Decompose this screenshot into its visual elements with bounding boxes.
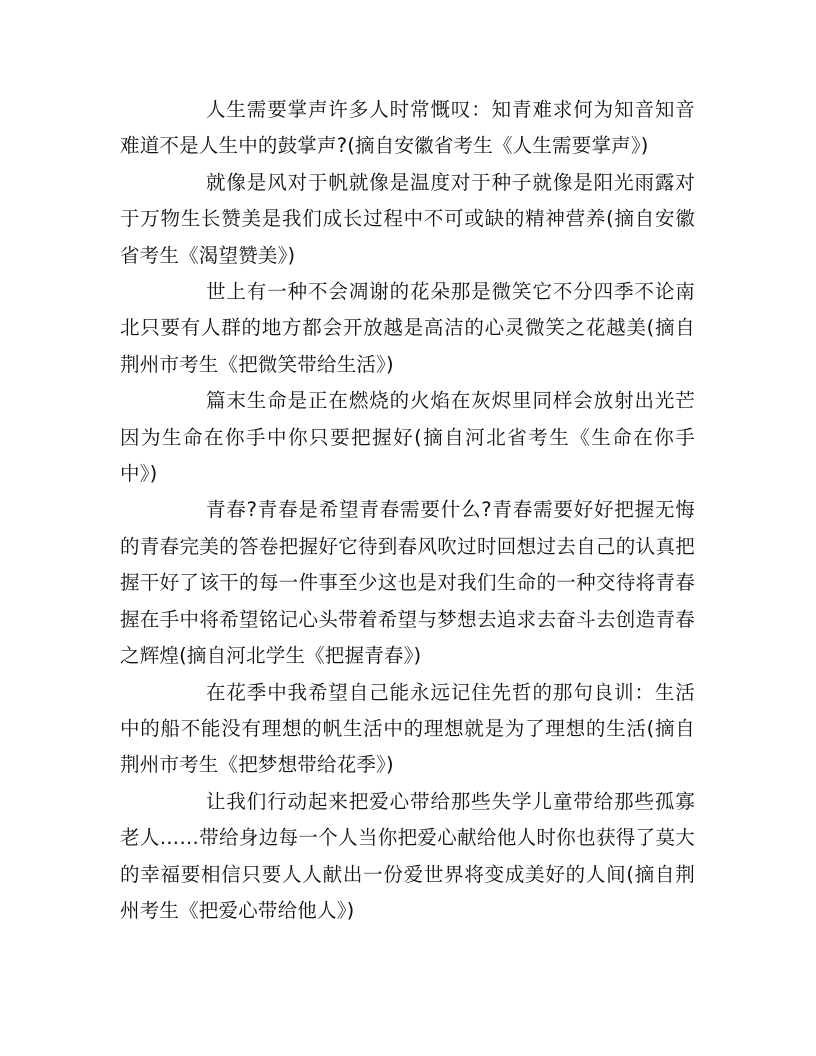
paragraph: 篇末生命是正在燃烧的火焰在灰烬里同样会放射出光芒因为生命在你手中你只要把握好(摘自河北省考生《生命在你手中》) xyxy=(120,389,695,486)
paragraph: 就像是风对于帆就像是温度对于种子就像是阳光雨露对于万物生长赞美是我们成长过程中不可或缺的精神营养(摘自安徽省考生《渴望赞美》) xyxy=(120,170,695,267)
document-body xyxy=(120,92,695,929)
paragraph: 在花季中我希望自己能永远记住先哲的那句良训：生活中的船不能没有理想的帆生活中的理想就是为了理想的生活(摘自荆州市考生《把梦想带给花季》) xyxy=(120,680,695,777)
paragraph: 人生需要掌声许多人时常慨叹：知青难求何为知音知音难道不是人生中的鼓掌声?(摘自安徽省考生《人生需要掌声》) xyxy=(120,98,695,158)
paragraph: 世上有一种不会凋谢的花朵那是微笑它不分四季不论南北只要有人群的地方都会开放越是高洁的心灵微笑之花越美(摘自荆州市考生《把微笑带给生活》) xyxy=(120,280,695,376)
paragraph: 青春?青春是希望青春需要什么?青春需要好好把握无悔的青春完美的答卷把握好它待到春风吹过时回想过去自己的认真把握干好了该干的每一件事至少这也是对我们生命的一种交待将青春握在手中将希望铭记心头带着希望与梦想去追求去奋斗去创造青春之辉煌(摘自河北学生《把握青春》) xyxy=(120,498,695,668)
paragraph: 让我们行动起来把爱心带给那些失学儿童带给那些孤寡老人……带给身边每一个人当你把爱心献给他人时你也获得了莫大的幸福要相信只要人人献出一份爱世界将变成美好的人间(摘自荆州考生《把爱心带给他人》) xyxy=(120,789,695,922)
